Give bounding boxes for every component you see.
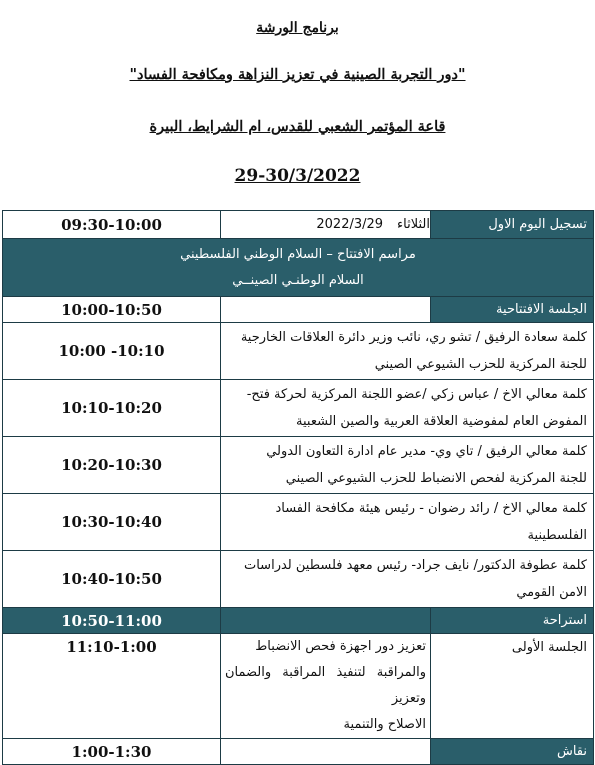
first-session-topic-line: والمراقبة لتنفيذ المراقبة والضمان وتعزيز — [225, 665, 426, 706]
speech-line: للجنة المركزية لفحص الانضباط للحزب الشيوعي الصيني — [285, 471, 587, 486]
venue: قاعة المؤتمر الشعبي للقدس، ام الشرايط، البيرة — [149, 118, 446, 135]
discussion-blank — [221, 739, 431, 765]
opening-session-blank — [221, 297, 431, 323]
opening-session-time: 10:00-10:50 — [3, 297, 221, 323]
opening-session-label: الجلسة الافتتاحية — [431, 297, 594, 323]
speech-line: كلمة عطوفة الدكتور/ نايف جراد- رئيس معهد فلسطين لدراسات — [243, 558, 587, 573]
first-session-label: الجلسة الأولى — [431, 634, 594, 739]
registration-day: الثلاثاء — [397, 217, 430, 232]
opening-ceremony-line2: السلام الوطنـي الصينــي — [232, 272, 364, 288]
speech-line: الفلسطينية — [527, 528, 587, 543]
speech-text — [221, 323, 594, 380]
registration-row — [3, 211, 594, 239]
speech-row — [3, 380, 594, 437]
speech-row — [3, 323, 594, 380]
speech-line: الامن القومي — [516, 585, 587, 600]
discussion-label: نقاش — [431, 739, 594, 765]
speech-time: 10:30-10:40 — [3, 494, 221, 551]
break-time: 10:50-11:00 — [3, 608, 221, 634]
speech-line: للجنة المركزية للحزب الشيوعي الصيني — [374, 357, 587, 372]
speech-row — [3, 494, 594, 551]
speech-time: 10:40-10:50 — [3, 551, 221, 608]
speech-row — [3, 551, 594, 608]
speech-text — [221, 551, 594, 608]
first-session-topic — [221, 634, 431, 739]
speech-line: كلمة سعادة الرفيق / تشو ري، نائب وزير دائرة العلاقات الخارجية — [240, 330, 587, 345]
first-session-time: 11:10-1:00 — [3, 634, 221, 739]
first-session-row — [3, 634, 594, 739]
speech-time: 10:20-10:30 — [3, 437, 221, 494]
workshop-title: "دور التجربة الصينية في تعزيز النزاهة ومكافحة الفساد" — [129, 66, 466, 83]
speech-text — [221, 437, 594, 494]
registration-time: 09:30-10:00 — [3, 211, 221, 239]
speech-text — [221, 380, 594, 437]
opening-session-row — [3, 297, 594, 323]
registration-date-cell — [221, 211, 431, 239]
speech-line: كلمة معالي الاخ / عباس زكي /عضو اللجنة المركزية لحركة فتح- — [246, 387, 587, 402]
speech-time: 10:10-10:20 — [3, 380, 221, 437]
program-title: برنامج الورشة — [256, 20, 339, 36]
speech-line: كلمة معالي الاخ / رائد رضوان - رئيس هيئة مكافحة الفساد — [275, 501, 587, 516]
first-session-topic-line: تعزيز دور اجهزة فحص الانضباط — [255, 639, 426, 654]
opening-ceremony-cell — [3, 239, 594, 297]
break-row — [3, 608, 594, 634]
opening-ceremony-line1: مراسم الافتتاح – السلام الوطني الفلسطيني — [180, 246, 416, 262]
speech-row — [3, 437, 594, 494]
speech-text — [221, 494, 594, 551]
break-blank — [221, 608, 431, 634]
speech-line: المفوض العام لمفوضية العلاقة العربية والصين الشعبية — [296, 414, 587, 429]
discussion-time: 1:00-1:30 — [3, 739, 221, 765]
first-session-topic-line: الاصلاح والتنمية — [343, 717, 426, 732]
speech-line: كلمة معالي الرفيق / تاي وي- مدير عام ادارة التعاون الدولي — [266, 444, 587, 459]
registration-label: تسجيل اليوم الاول — [431, 211, 594, 239]
workshop-dates: 29-30/3/2022 — [234, 166, 361, 186]
break-label: استراحة — [431, 608, 594, 634]
speech-time: 10:00 -10:10 — [3, 323, 221, 380]
opening-ceremony-row — [3, 239, 594, 297]
discussion-row — [3, 739, 594, 765]
registration-date: 2022/3/29 — [316, 217, 384, 232]
schedule-table — [2, 210, 594, 765]
